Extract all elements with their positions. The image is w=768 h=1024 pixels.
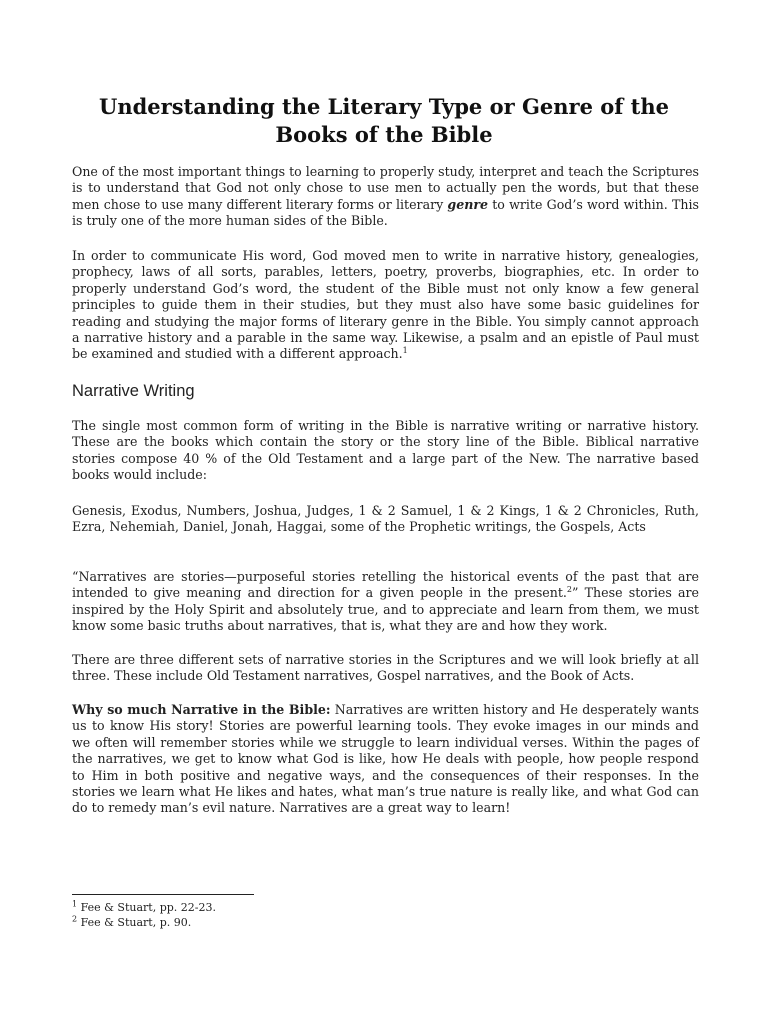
footnote-ref-2[interactable]: 2 xyxy=(566,585,573,595)
why-narrative-lead: Why so much Narrative in the Bible: xyxy=(72,702,331,717)
footnote-2-mark: 2 xyxy=(72,914,78,924)
genre-emphasis: genre xyxy=(447,196,489,212)
footnote-divider xyxy=(72,894,254,895)
why-narrative-text: Narratives are written history and He desperately wants us to know His story! Stories are powerful learning tools. They evoke images in our minds and we often will remember stories while we struggle to learn individual verses. Within the pages of the narratives, we get to know what God is like, how He deals with people, how people respond to Him in both positive and negative ways, and the consequences of their responses. In the stories we learn what He likes and hates, what man’s true nature is really like, and what God can do to remedy man’s evil nature. Narratives are a great way to learn! xyxy=(72,702,699,816)
quote-text-end: ” These stories are inspired by the Holy Spirit and absolutely true, and to appreciate and learn from them, we must know some basic truths about narratives, that is, what they are and how they work. xyxy=(72,585,699,634)
footnote-1-text: Fee & Stuart, pp. 22-23. xyxy=(77,901,216,914)
section-heading-narrative-writing: Narrative Writing xyxy=(72,382,195,400)
footnote-2-text: Fee & Stuart, p. 90. xyxy=(77,916,192,929)
quote-text-start: “Narratives are stories—purposeful stories retelling the historical events of the past that are intended to give meaning and direction for a given people in the present. xyxy=(72,569,699,601)
footnote-ref-1[interactable]: 1 xyxy=(402,346,408,356)
intro-paragraph xyxy=(72,164,699,230)
footnote-1 xyxy=(72,901,216,915)
footnote-2 xyxy=(72,916,191,930)
narrative-quote-paragraph xyxy=(72,569,699,635)
narrative-books-list: Genesis, Exodus, Numbers, Joshua, Judges, 1 & 2 Samuel, 1 & 2 Kings, 1 & 2 Chronicles, Ruth, Ezra, Nehemiah, Daniel, Jonah, Haggai, some of the Prophetic writings, the Gospels, Acts xyxy=(72,503,699,535)
communication-paragraph xyxy=(72,248,699,363)
narrative-sets-paragraph: There are three different sets of narrative stories in the Scriptures and we will look briefly at all three. These include Old Testament narratives, Gospel narratives, and the Book of Acts. xyxy=(72,652,699,684)
intro-text-start: One of the most important things to learning to properly study, interpret and teach the Scriptures is to understand that God not only chose to use men to actually pen the words, but that these men chose to use many different literary forms or literary xyxy=(72,164,699,212)
narrative-definition-paragraph: The single most common form of writing in the Bible is narrative writing or narrative history. These are the books which contain the story or the story line of the Bible. Biblical narrative stories compose 40 % of the Old Testament and a large part of the New. The narrative based books would include: xyxy=(72,418,699,483)
intro-text-end: to write God’s word within. This is truly one of the more human sides of the Bible. xyxy=(72,196,699,229)
communication-text: In order to communicate His word, God moved men to write in narrative history, genealogies, prophecy, laws of all sorts, parables, letters, poetry, proverbs, biographies, etc. In order to properly understand God’s word, the student of the Bible must not only know a few general principles to guide them in their studies, but they must also have some basic guidelines for reading and studying the major forms of literary genre in the Bible. You simply cannot approach a narrative history and a parable in the same way. Likewise, a psalm and an epistle of Paul must be examined and studied with a different approach. xyxy=(72,248,699,362)
document-title: Understanding the Literary Type or Genre of the Books of the Bible xyxy=(99,94,669,147)
footnote-1-mark: 1 xyxy=(72,899,78,909)
why-narrative-paragraph xyxy=(72,702,699,817)
